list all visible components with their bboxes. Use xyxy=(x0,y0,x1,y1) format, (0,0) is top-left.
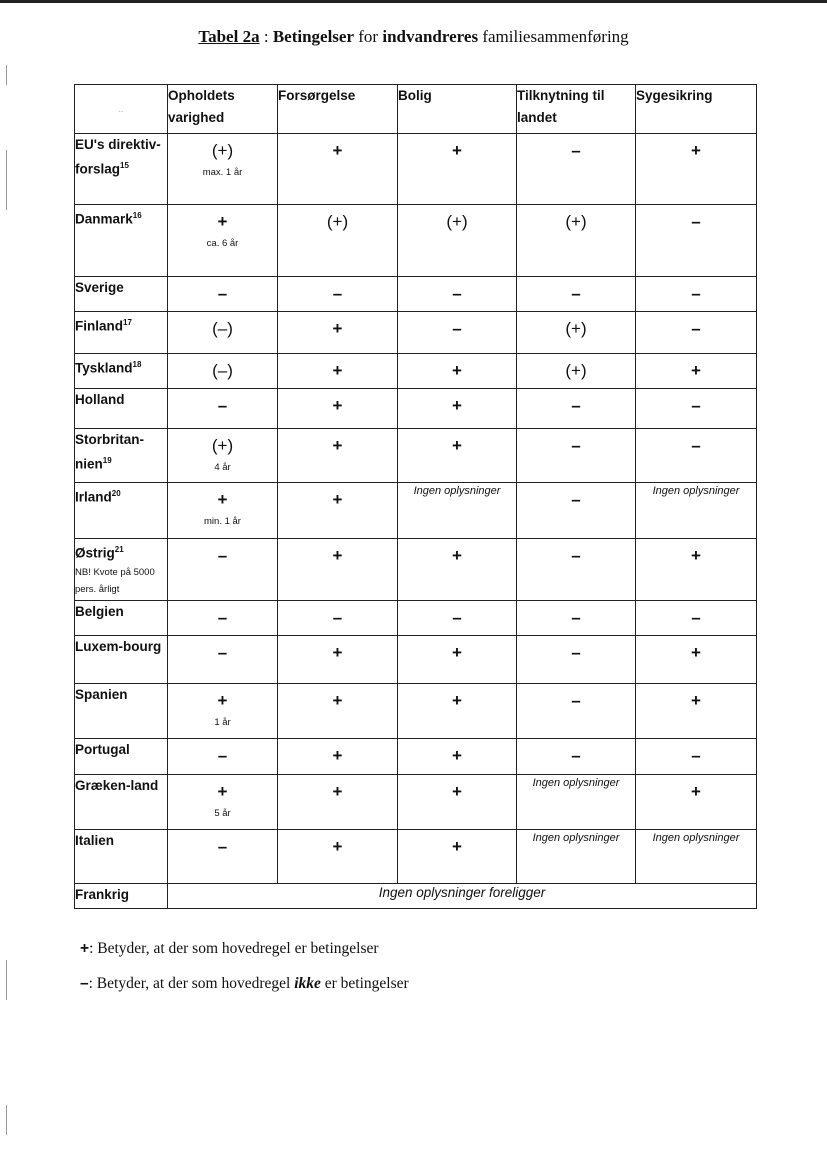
value-cell xyxy=(398,205,517,277)
header-row xyxy=(75,85,757,134)
condition-symbol: (+) xyxy=(565,319,587,338)
value-cell xyxy=(168,277,278,312)
table-number: Tabel 2a xyxy=(198,27,260,46)
condition-symbol: – xyxy=(691,319,701,338)
column-header: Bolig xyxy=(398,85,517,134)
footnote-ref: 20 xyxy=(111,489,121,498)
value-cell xyxy=(278,830,398,884)
footnote-ref: 19 xyxy=(102,456,112,465)
duration-note: 1 år xyxy=(214,717,231,728)
country-cell xyxy=(75,205,168,277)
country-name: Portugal xyxy=(75,742,130,757)
condition-symbol: – xyxy=(217,396,228,415)
condition-symbol: – xyxy=(571,284,581,303)
condition-symbol: + xyxy=(691,361,701,380)
country-cell xyxy=(75,354,168,389)
condition-symbol: + xyxy=(691,691,701,710)
country-name: Østrig xyxy=(75,545,115,561)
value-cell xyxy=(636,684,757,739)
country-name: Tyskland xyxy=(75,360,133,376)
condition-symbol: – xyxy=(217,284,228,303)
condition-symbol: + xyxy=(217,691,228,710)
table-row xyxy=(75,775,757,830)
country-name: Frankrig xyxy=(75,887,130,902)
title-word: indvandreres xyxy=(382,27,479,46)
no-info-text: Ingen oplysninger xyxy=(413,485,501,497)
condition-symbol: – xyxy=(691,436,701,455)
condition-symbol: + xyxy=(452,361,462,380)
value-cell xyxy=(636,636,757,684)
condition-symbol: – xyxy=(691,746,701,765)
condition-symbol: + xyxy=(691,782,701,801)
value-cell xyxy=(636,354,757,389)
footnote-ref: 16 xyxy=(132,211,142,220)
condition-symbol: + xyxy=(691,643,701,662)
value-cell xyxy=(517,601,636,636)
country-name: Storbritan-nien xyxy=(75,432,144,472)
table-row xyxy=(75,429,757,483)
country-cell xyxy=(75,312,168,354)
value-cell xyxy=(398,354,517,389)
value-cell xyxy=(517,775,636,830)
footnote-ref: 15 xyxy=(120,161,129,170)
condition-symbol: – xyxy=(217,546,228,565)
column-header: Tilknytning til landet xyxy=(517,85,636,134)
table-row xyxy=(75,483,757,539)
title-separator: : xyxy=(259,27,273,46)
table-row xyxy=(75,205,757,277)
condition-symbol: + xyxy=(332,141,343,160)
condition-symbol: + xyxy=(217,490,228,509)
condition-symbol: (+) xyxy=(211,436,234,455)
value-cell xyxy=(278,312,398,354)
table-row xyxy=(75,134,757,205)
footnote-ref: 17 xyxy=(123,318,132,327)
value-cell xyxy=(398,636,517,684)
table-row xyxy=(75,636,757,684)
condition-symbol: + xyxy=(332,691,343,710)
conditions-table xyxy=(74,84,757,909)
value-cell xyxy=(398,277,517,312)
title-word: Betingelser xyxy=(272,27,355,46)
condition-symbol: – xyxy=(452,608,462,627)
value-cell xyxy=(278,389,398,429)
value-cell xyxy=(636,739,757,775)
value-cell xyxy=(398,601,517,636)
value-cell xyxy=(168,429,278,483)
value-cell xyxy=(398,134,517,205)
country-cell xyxy=(75,389,168,429)
value-cell xyxy=(168,775,278,830)
scan-mark xyxy=(6,150,7,210)
value-cell xyxy=(636,483,757,539)
country-cell xyxy=(75,539,168,601)
value-cell xyxy=(168,354,278,389)
condition-symbol: – xyxy=(571,691,581,710)
value-cell xyxy=(517,483,636,539)
condition-symbol: – xyxy=(571,643,581,662)
value-cell xyxy=(636,205,757,277)
condition-symbol: + xyxy=(332,490,343,509)
condition-symbol: – xyxy=(691,396,701,415)
value-cell xyxy=(278,354,398,389)
condition-symbol: (+) xyxy=(326,212,349,231)
country-cell xyxy=(75,775,168,830)
country-name: Spanien xyxy=(75,687,128,702)
condition-symbol: – xyxy=(571,436,581,455)
condition-symbol: – xyxy=(571,490,581,509)
value-cell xyxy=(517,739,636,775)
condition-symbol: – xyxy=(332,608,343,627)
no-info-text: Ingen oplysninger xyxy=(652,485,740,497)
condition-symbol: + xyxy=(217,782,228,801)
value-cell xyxy=(636,429,757,483)
table-row xyxy=(75,389,757,429)
condition-symbol: + xyxy=(217,212,228,231)
value-cell xyxy=(517,636,636,684)
value-cell xyxy=(517,312,636,354)
condition-symbol: + xyxy=(452,643,462,662)
table-row xyxy=(75,354,757,389)
country-cell xyxy=(75,483,168,539)
column-header: Sygesikring xyxy=(636,85,757,134)
value-cell xyxy=(398,775,517,830)
condition-symbol: (–) xyxy=(212,319,233,338)
value-cell xyxy=(517,429,636,483)
country-name: Italien xyxy=(75,833,115,848)
plus-symbol: + xyxy=(80,940,90,957)
value-cell xyxy=(517,539,636,601)
column-header: Opholdets varighed xyxy=(168,85,278,134)
country-cell xyxy=(75,277,168,312)
value-cell xyxy=(636,134,757,205)
condition-symbol: + xyxy=(332,319,343,338)
value-cell xyxy=(636,830,757,884)
scan-mark xyxy=(6,960,7,1000)
no-info-spanning-cell: Ingen oplysninger foreligger xyxy=(168,884,757,909)
legend-emphasis: ikke xyxy=(294,975,321,992)
table-row xyxy=(75,739,757,775)
country-name: Luxem-bourg xyxy=(75,639,162,654)
condition-symbol: – xyxy=(571,141,581,160)
country-cell xyxy=(75,134,168,205)
country-name: Holland xyxy=(75,392,125,407)
no-info-text: Ingen oplysninger xyxy=(532,832,620,844)
condition-symbol: + xyxy=(332,396,343,415)
no-info-text: Ingen oplysninger xyxy=(532,777,620,789)
value-cell xyxy=(517,277,636,312)
value-cell xyxy=(278,739,398,775)
country-name: EU's direktiv-forslag xyxy=(75,137,161,177)
condition-symbol: + xyxy=(452,396,462,415)
value-cell xyxy=(278,277,398,312)
value-cell xyxy=(168,205,278,277)
duration-note: max. 1 år xyxy=(202,167,243,178)
condition-symbol: + xyxy=(332,643,343,662)
condition-symbol: – xyxy=(452,319,462,338)
condition-symbol: (+) xyxy=(211,141,234,160)
condition-symbol: – xyxy=(571,396,581,415)
value-cell xyxy=(278,429,398,483)
legend-plus xyxy=(80,940,379,958)
country-name: Belgien xyxy=(75,604,124,619)
country-cell xyxy=(75,601,168,636)
value-cell xyxy=(517,830,636,884)
country-cell xyxy=(75,429,168,483)
corner-mark: .. xyxy=(118,104,124,114)
condition-symbol: (–) xyxy=(212,361,233,380)
value-cell xyxy=(168,636,278,684)
condition-symbol: – xyxy=(691,608,701,627)
country-cell xyxy=(75,684,168,739)
minus-symbol: – xyxy=(80,975,89,992)
legend-text: : Betyder, at der som hovedregel er betingelser xyxy=(89,940,379,957)
table-row xyxy=(75,312,757,354)
value-cell xyxy=(278,601,398,636)
value-cell xyxy=(168,739,278,775)
country-name: Finland xyxy=(75,318,123,334)
legend-minus xyxy=(80,975,409,993)
condition-symbol: + xyxy=(332,746,343,765)
value-cell xyxy=(636,389,757,429)
value-cell xyxy=(278,636,398,684)
table-row xyxy=(75,277,757,312)
value-cell xyxy=(517,389,636,429)
value-cell xyxy=(278,134,398,205)
value-cell xyxy=(636,775,757,830)
condition-symbol: – xyxy=(691,212,701,231)
value-cell xyxy=(168,601,278,636)
table-row xyxy=(75,884,757,909)
no-info-text: Ingen oplysninger xyxy=(652,832,740,844)
value-cell xyxy=(168,134,278,205)
condition-symbol: – xyxy=(571,546,581,565)
table-title xyxy=(0,27,827,47)
condition-symbol: – xyxy=(217,643,228,662)
condition-symbol: + xyxy=(332,782,343,801)
duration-note: min. 1 år xyxy=(204,516,241,527)
value-cell xyxy=(517,205,636,277)
country-note: NB! Kvote på 5000 pers. årligt xyxy=(75,566,155,595)
duration-note: 5 år xyxy=(214,808,231,819)
value-cell xyxy=(278,684,398,739)
footnote-ref: 21 xyxy=(114,545,124,554)
condition-symbol: + xyxy=(332,436,343,455)
table-row xyxy=(75,539,757,601)
condition-symbol: + xyxy=(452,782,462,801)
condition-symbol: + xyxy=(452,837,462,856)
corner-cell xyxy=(75,85,168,134)
condition-symbol: + xyxy=(452,436,462,455)
condition-symbol: – xyxy=(332,284,343,303)
legend-text: er betingelser xyxy=(320,975,409,992)
value-cell xyxy=(636,277,757,312)
country-name: Græken-land xyxy=(75,778,159,793)
value-cell xyxy=(168,389,278,429)
table-row xyxy=(75,684,757,739)
condition-symbol: + xyxy=(332,546,343,565)
footnote-ref: 18 xyxy=(132,360,142,369)
value-cell xyxy=(278,483,398,539)
value-cell xyxy=(398,389,517,429)
value-cell xyxy=(168,312,278,354)
scan-mark xyxy=(6,65,7,85)
title-word: for xyxy=(354,27,383,46)
scan-mark xyxy=(6,1105,7,1135)
condition-symbol: + xyxy=(332,361,343,380)
value-cell xyxy=(398,483,517,539)
country-cell xyxy=(75,636,168,684)
value-cell xyxy=(278,205,398,277)
value-cell xyxy=(168,684,278,739)
condition-symbol: – xyxy=(452,284,462,303)
country-cell xyxy=(75,830,168,884)
country-cell xyxy=(75,739,168,775)
value-cell xyxy=(398,684,517,739)
value-cell xyxy=(398,830,517,884)
condition-symbol: – xyxy=(217,746,228,765)
value-cell xyxy=(398,312,517,354)
value-cell xyxy=(168,830,278,884)
duration-note: 4 år xyxy=(214,462,231,473)
value-cell xyxy=(636,601,757,636)
condition-symbol: + xyxy=(452,746,462,765)
condition-symbol: – xyxy=(691,284,701,303)
title-word: familiesammenføring xyxy=(478,27,629,46)
value-cell xyxy=(398,429,517,483)
value-cell xyxy=(517,684,636,739)
duration-note: ca. 6 år xyxy=(206,238,239,249)
country-cell xyxy=(75,884,168,909)
value-cell xyxy=(398,739,517,775)
value-cell xyxy=(517,134,636,205)
value-cell xyxy=(278,539,398,601)
condition-symbol: + xyxy=(452,546,462,565)
value-cell xyxy=(517,354,636,389)
value-cell xyxy=(168,483,278,539)
country-name: Irland xyxy=(75,489,112,505)
condition-symbol: (+) xyxy=(565,212,587,231)
table-row xyxy=(75,601,757,636)
condition-symbol: – xyxy=(571,746,581,765)
legend-text: : Betyder, at der som hovedregel xyxy=(88,975,295,992)
value-cell xyxy=(636,312,757,354)
top-border-line xyxy=(0,0,827,3)
condition-symbol: + xyxy=(452,141,462,160)
condition-symbol: + xyxy=(332,837,343,856)
value-cell xyxy=(168,539,278,601)
condition-symbol: – xyxy=(217,837,228,856)
country-name: Danmark xyxy=(75,211,133,227)
table-row xyxy=(75,830,757,884)
value-cell xyxy=(278,775,398,830)
condition-symbol: + xyxy=(452,691,462,710)
column-header: Forsørgelse xyxy=(278,85,398,134)
condition-symbol: (+) xyxy=(446,212,468,231)
country-name: Sverige xyxy=(75,280,124,295)
condition-symbol: (+) xyxy=(565,361,587,380)
condition-symbol: – xyxy=(217,608,228,627)
condition-symbol: + xyxy=(691,546,701,565)
value-cell xyxy=(398,539,517,601)
value-cell xyxy=(636,539,757,601)
condition-symbol: + xyxy=(691,141,701,160)
condition-symbol: – xyxy=(571,608,581,627)
